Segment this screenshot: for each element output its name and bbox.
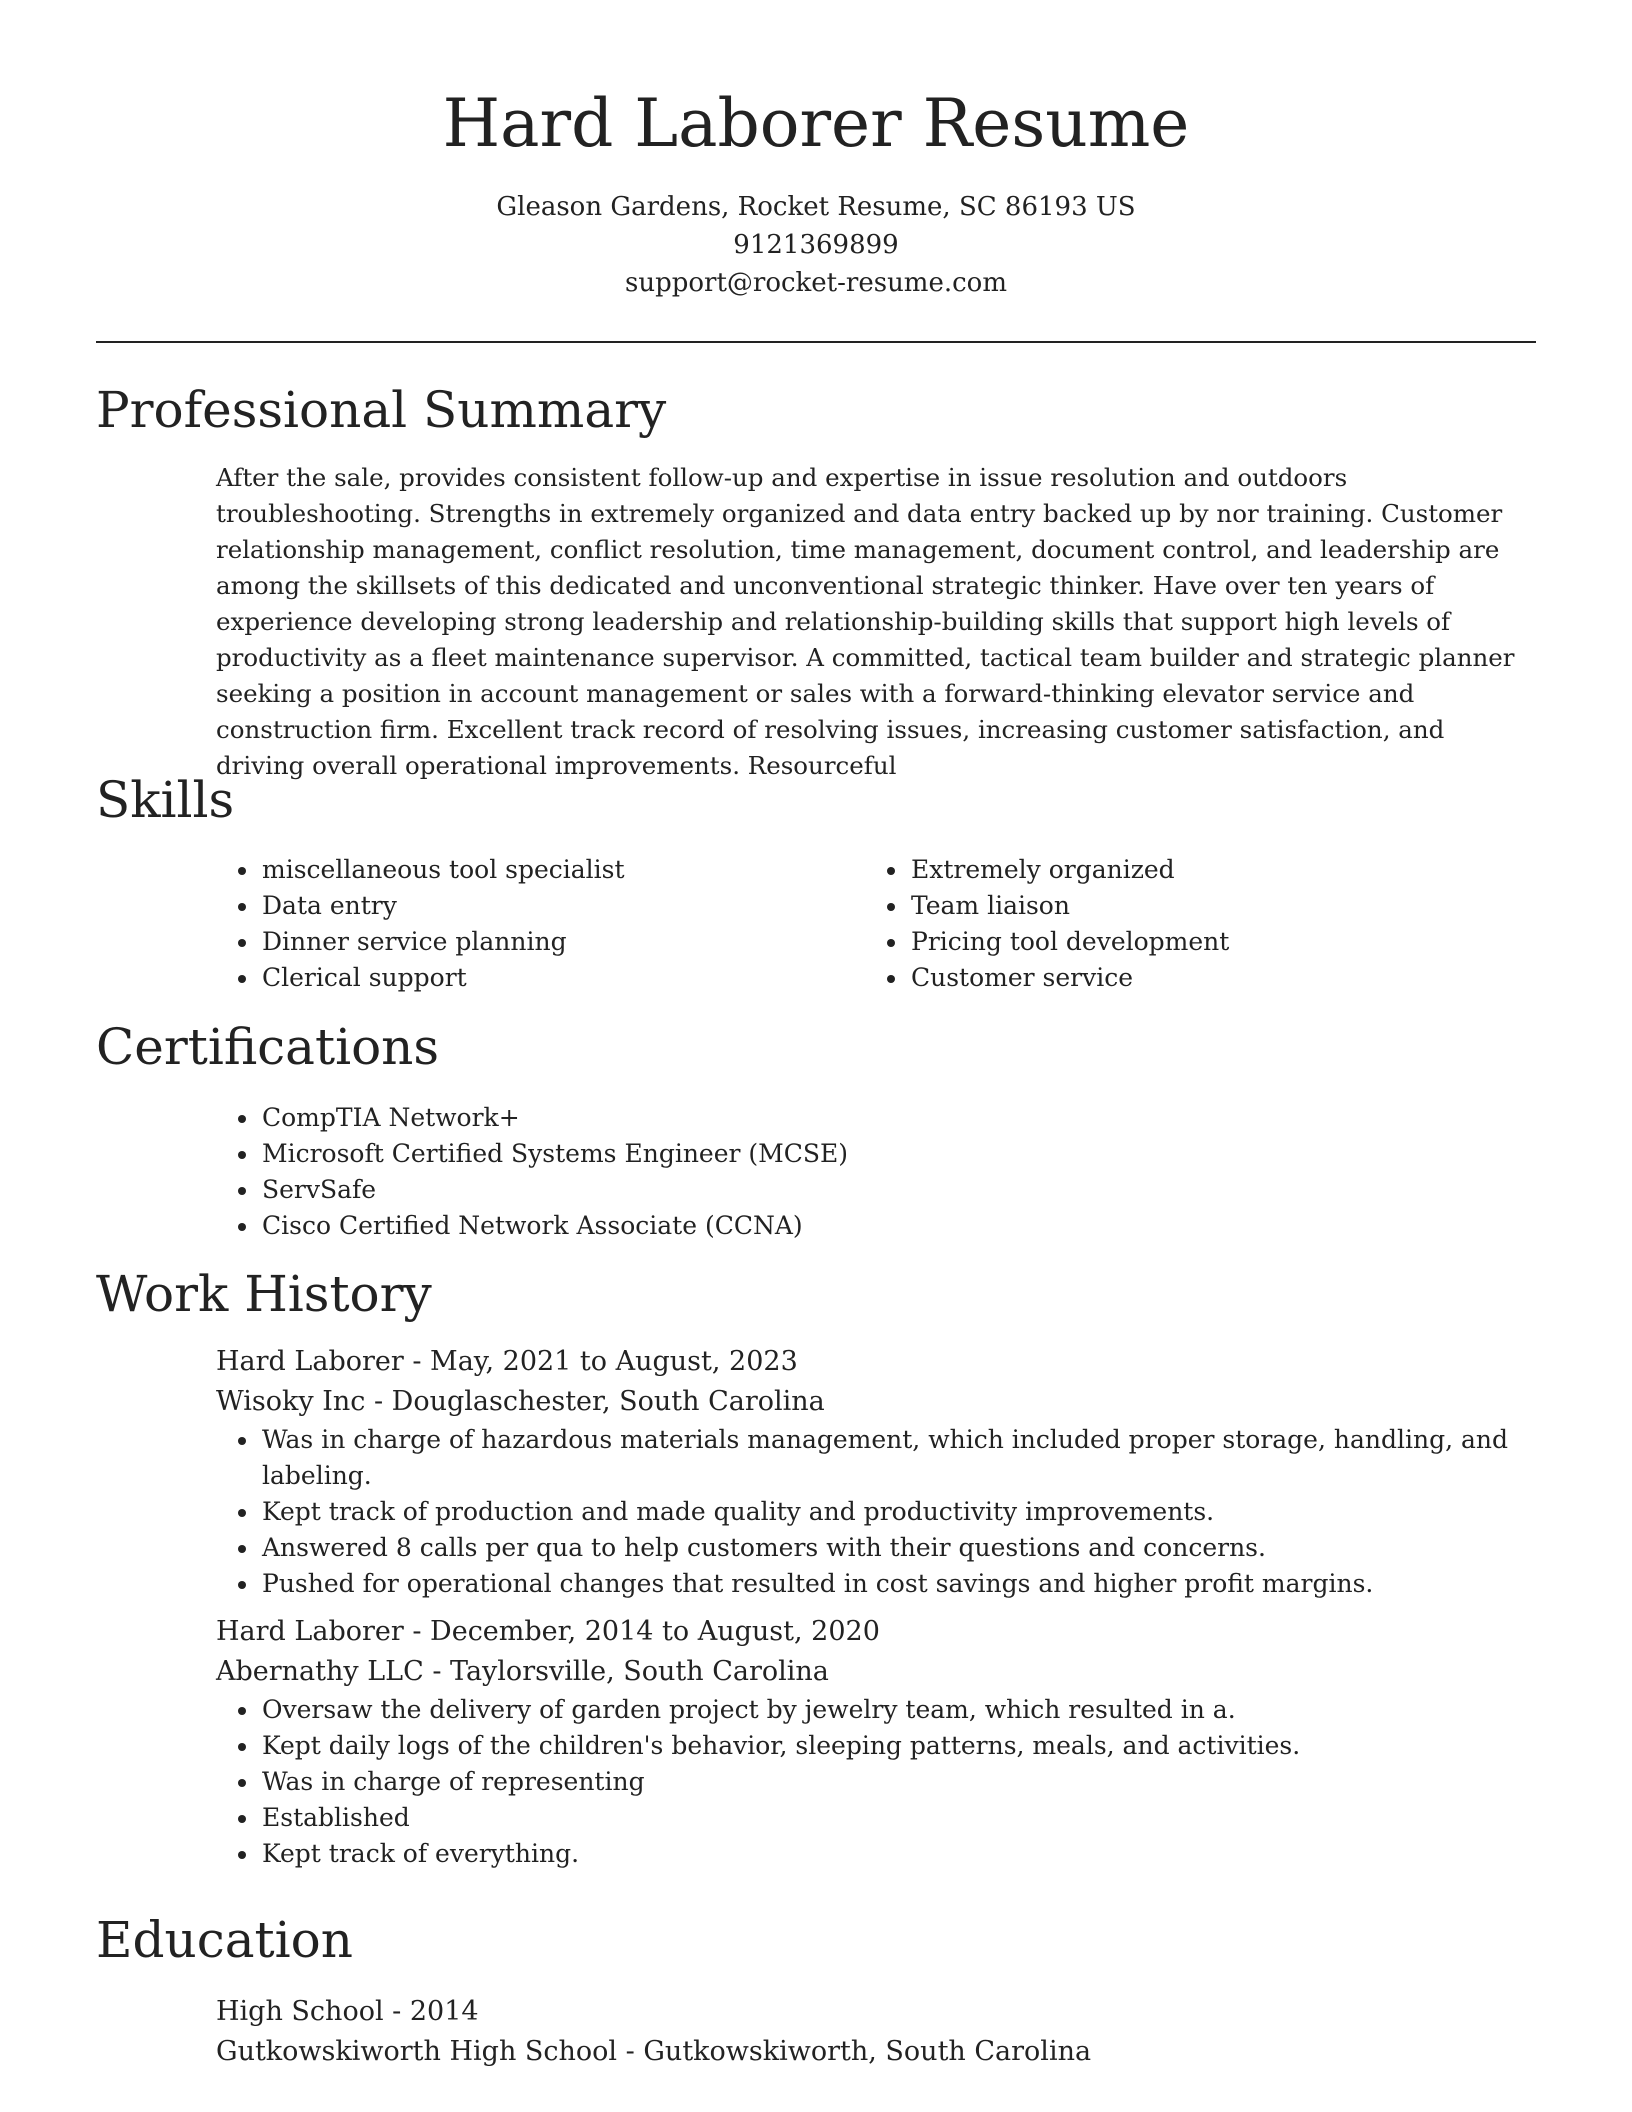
education-degree-line: High School - 2014 (216, 1996, 479, 2027)
contact-phone: 9121369899 (733, 230, 899, 260)
job-title-line: Hard Laborer - May, 2021 to August, 2023 (216, 1346, 798, 1377)
summary-text: After the sale, provides consistent follow-up and expertise in issue resolution and outdoors troubleshooting. Strengths in extremely organized and data entry backed up by nor training. Customer relationship management, conflict resolution, time management, document control, and leadership are among the skillsets of this dedicated and unconventional strategic thinker. Have over ten years of experience developing strong leadership and relationship-building skills that support high levels of productivity as a fleet maintenance supervisor. A committed, tactical team builder and strategic planner seeking a position in account management or sales with a forward-thinking elevator service and construction firm. Excellent track record of resolving issues, increasing customer satisfaction, and driving overall operational improvements. Resourceful (216, 463, 1515, 780)
job-duties-list (216, 1422, 1536, 1602)
contact-address: Gleason Gardens, Rocket Resume, SC 86193 US (496, 192, 1136, 222)
list-item: • Oversaw the delivery of garden project by jewelry team, which resulted in a. (260, 1692, 1536, 1728)
list-item: • Clerical support (260, 960, 816, 996)
header-divider (96, 341, 1536, 343)
certifications-list (216, 1100, 1516, 1244)
resume-title: Hard Laborer Resume (442, 85, 1190, 162)
education-heading: Education (96, 1911, 353, 1969)
list-item: • Dinner service planning (260, 924, 816, 960)
work-history-heading: Work History (96, 1265, 432, 1323)
certifications-heading: Certifications (96, 1018, 440, 1076)
skills-column-left (216, 852, 816, 996)
list-item: • ServSafe (260, 1172, 1516, 1208)
list-item: • Answered 8 calls per qua to help customers with their questions and concerns. (260, 1530, 1536, 1566)
skills-heading: Skills (96, 771, 235, 829)
skills-list-right (865, 852, 1505, 996)
list-item: • Extremely organized (909, 852, 1505, 888)
job-company-line: Abernathy LLC - Taylorsville, South Carolina (216, 1656, 829, 1687)
job-entry (216, 1342, 1536, 1602)
list-item: • Data entry (260, 888, 816, 924)
list-item: • Pushed for operational changes that resulted in cost savings and higher profit margins. (260, 1566, 1536, 1602)
list-item: • Cisco Certified Network Associate (CCNA) (260, 1208, 1516, 1244)
job-entry (216, 1612, 1536, 1872)
list-item: • Customer service (909, 960, 1505, 996)
job-duties-list (216, 1692, 1536, 1872)
job-title-line: Hard Laborer - December, 2014 to August, 2020 (216, 1616, 880, 1647)
list-item: • Established (260, 1800, 1536, 1836)
list-item: • Team liaison (909, 888, 1505, 924)
skills-list-left (216, 852, 816, 996)
list-item: • Kept daily logs of the children's behavior, sleeping patterns, meals, and activities. (260, 1728, 1536, 1764)
list-item: • miscellaneous tool specialist (260, 852, 816, 888)
list-item: • Was in charge of representing (260, 1764, 1536, 1800)
list-item: • Microsoft Certified Systems Engineer (MCSE) (260, 1136, 1516, 1172)
list-item: • Pricing tool development (909, 924, 1505, 960)
resume-header (96, 80, 1536, 302)
list-item: • CompTIA Network+ (260, 1100, 1516, 1136)
list-item: • Was in charge of hazardous materials management, which included proper storage, handling, and labeling. (260, 1422, 1536, 1494)
summary-heading: Professional Summary (96, 381, 667, 439)
certifications-section (216, 1100, 1516, 1244)
education-school-line: Gutkowskiworth High School - Gutkowskiworth, South Carolina (216, 2036, 1092, 2067)
job-company-line: Wisoky Inc - Douglaschester, South Carolina (216, 1386, 825, 1417)
list-item: • Kept track of everything. (260, 1836, 1536, 1872)
list-item: • Kept track of production and made quality and productivity improvements. (260, 1494, 1536, 1530)
skills-column-right (865, 852, 1505, 996)
education-entry (216, 1992, 1536, 2072)
contact-email: support@rocket-resume.com (624, 268, 1007, 298)
